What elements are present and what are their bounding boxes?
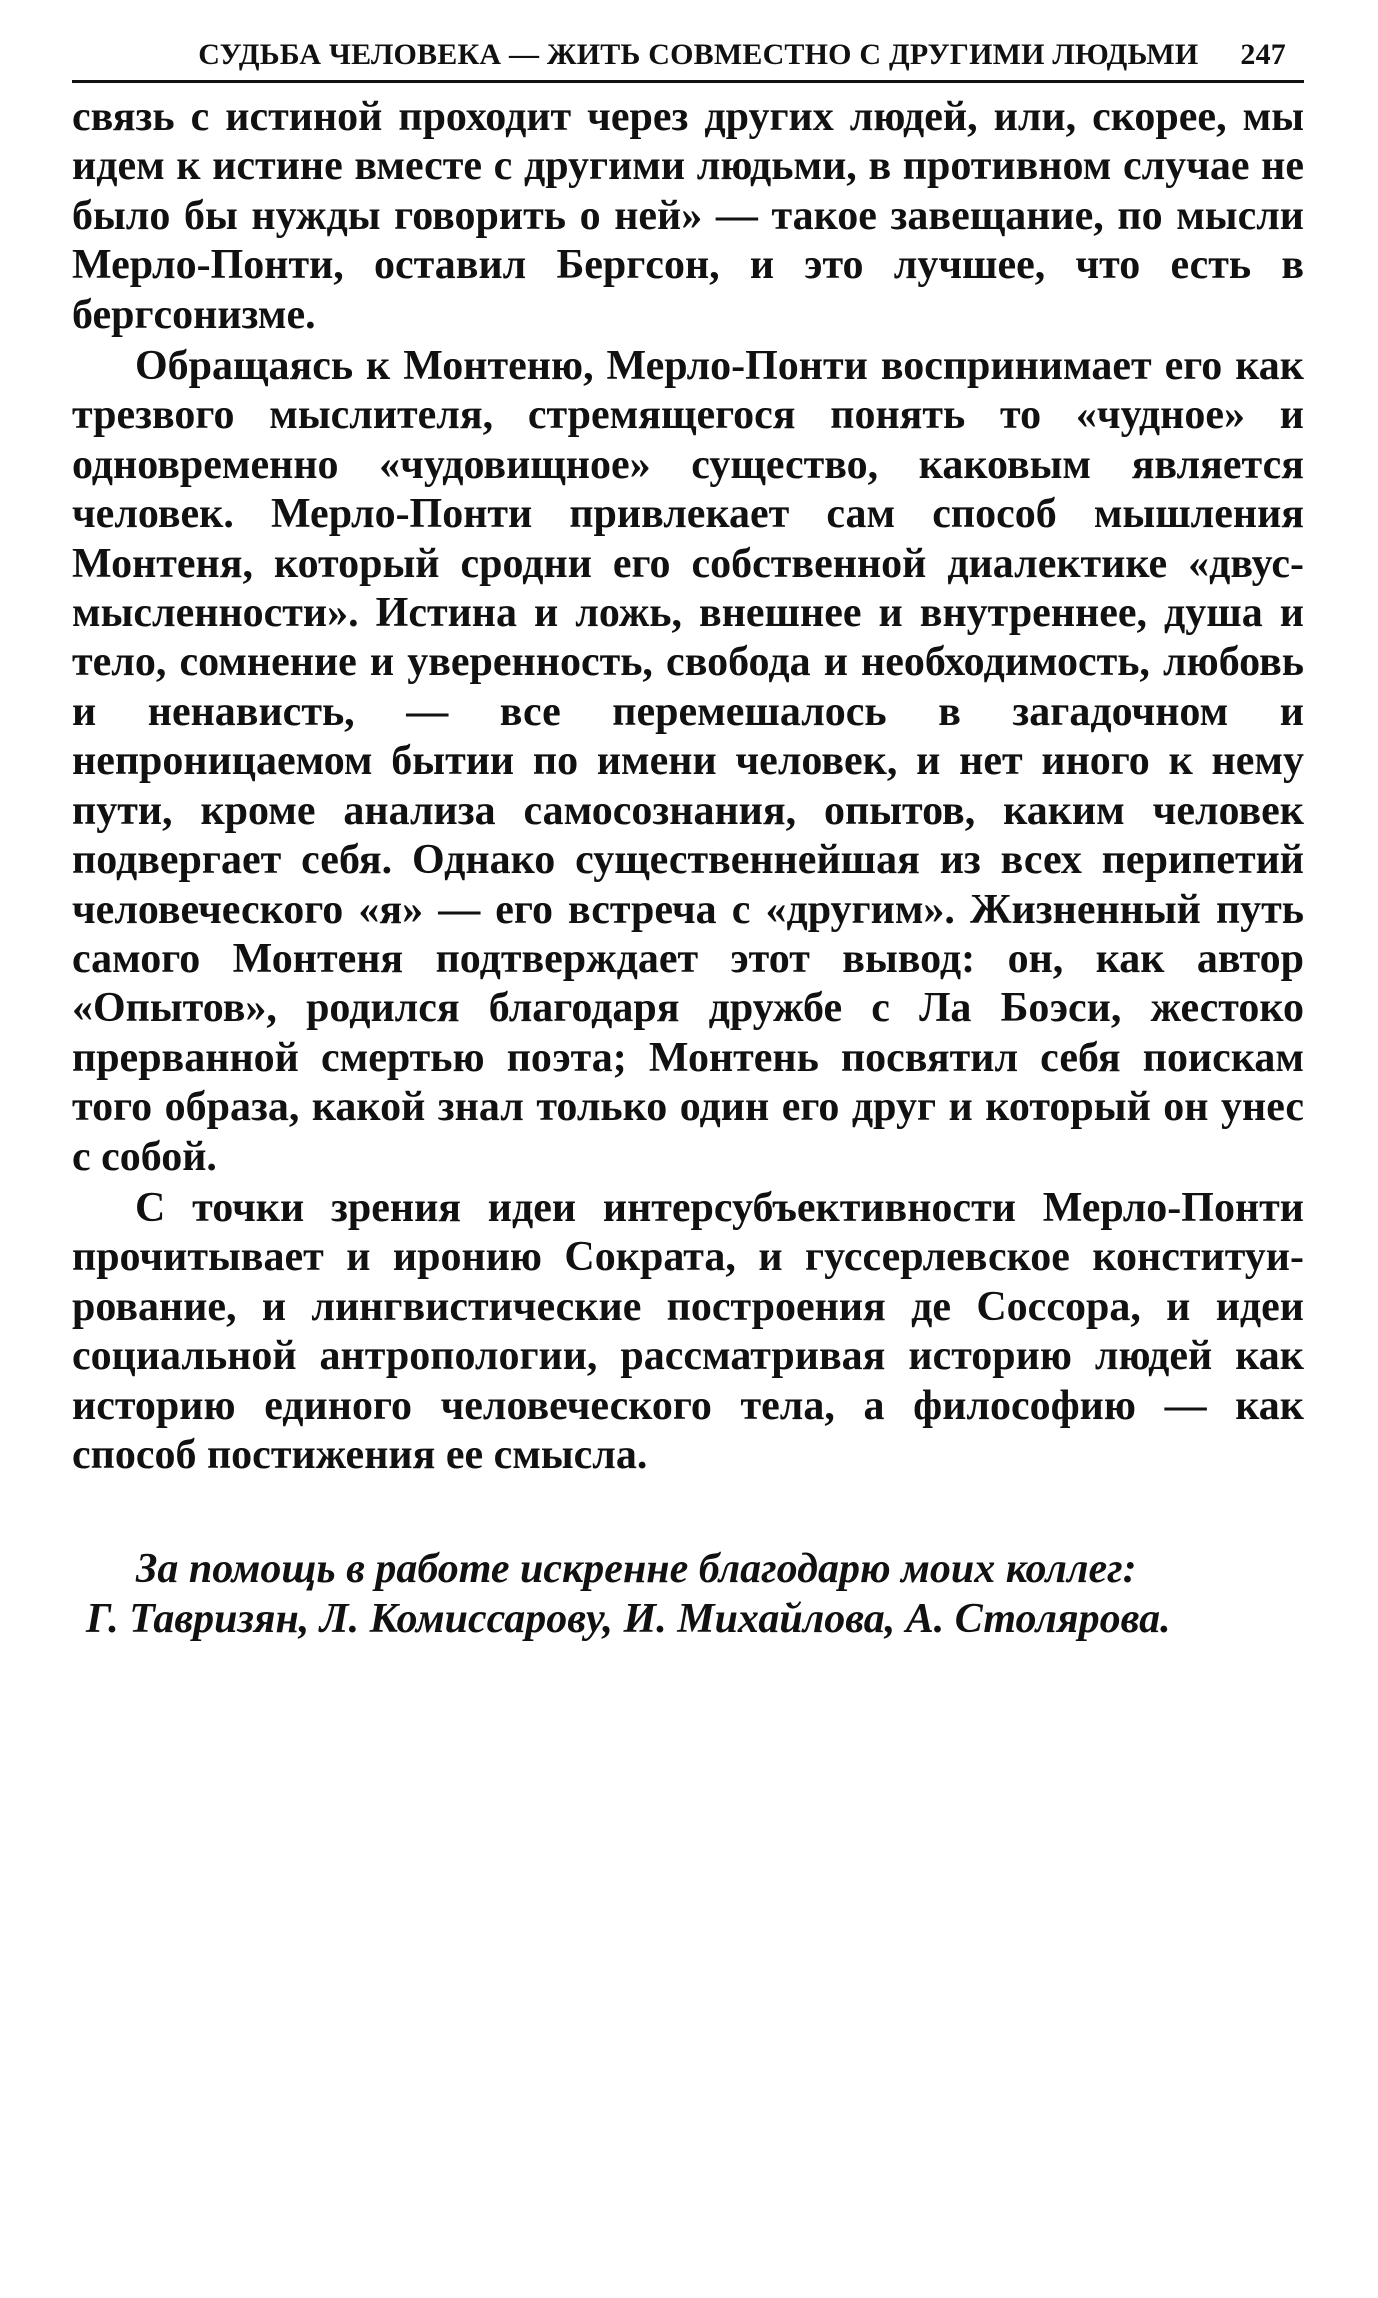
acknowledgement-line-1: За помощь в работе искренне благодарю моих коллег: [136,1546,1137,1593]
acknowledgement [72,1544,1304,1644]
body-text [72,93,1304,1480]
running-title: СУДЬБА ЧЕЛОВЕКА — ЖИТЬ СОВМЕСТНО С ДРУГИМИ ЛЮДЬМИ [198,38,1199,71]
acknowledgement-line-2: Г. Тавризян, Л. Комиссарову, И. Михайлова, А. Столярова. [86,1596,1171,1643]
running-header [72,38,1304,83]
book-page [72,38,1304,1644]
paragraph-montaigne: Обращаясь к Монтеню, Мерло-Понти воспринимает его как трезвого мыслителя, стремящегося понять то «чудное» и одновременно «чудовищное» существо, каковым является человек. Мерло-Понти привлекает сам способ мышления Монтеня, который сродни его собственной диалектике «двусмысленности». Истина и ложь, внешнее и внутреннее, душа и тело, сомнение и уверенность, свобода и необходимость, любовь и ненависть, — все перемешалось в загадочном и непроницаемом бытии по имени человек, и нет иного к нему пути, кроме анализа самосознания, опытов, каким человек подвергает себя. Однако существеннейшая из всех перипетий человеческого «я» — его встреча с «другим». Жизненный путь самого Монтеня подтверждает этот вывод: он, как автор «Опытов», родился благодаря дружбе с Ла Боэси, жестоко прерванной смертью поэта; Монтень посвятил себя поискам того образа, какой знал только один его друг и который он унес с собой. [72,343,1304,1180]
paragraph-intersubjectivity: С точки зрения идеи интерсубъективности Мерло-Понти прочитывает и иронию Сократа, и гуссерлевское конституирование, и лингвистические построения де Соссора, и идеи социальной антропологии, рассматривая историю людей как историю единого человеческого тела, а философию — как способ постижения ее смысла. [72,1184,1304,1478]
page-number: 247 [1240,38,1286,71]
paragraph-continuation: связь с истиной проходит через других людей, или, скорее, мы идем к истине вместе с другими людьми, в противном случае не было бы нужды говорить о ней» — такое завещание, по мысли Мерло-Понти, оставил Бергсон, и это лучшее, что есть в бергсонизме. [72,94,1304,338]
